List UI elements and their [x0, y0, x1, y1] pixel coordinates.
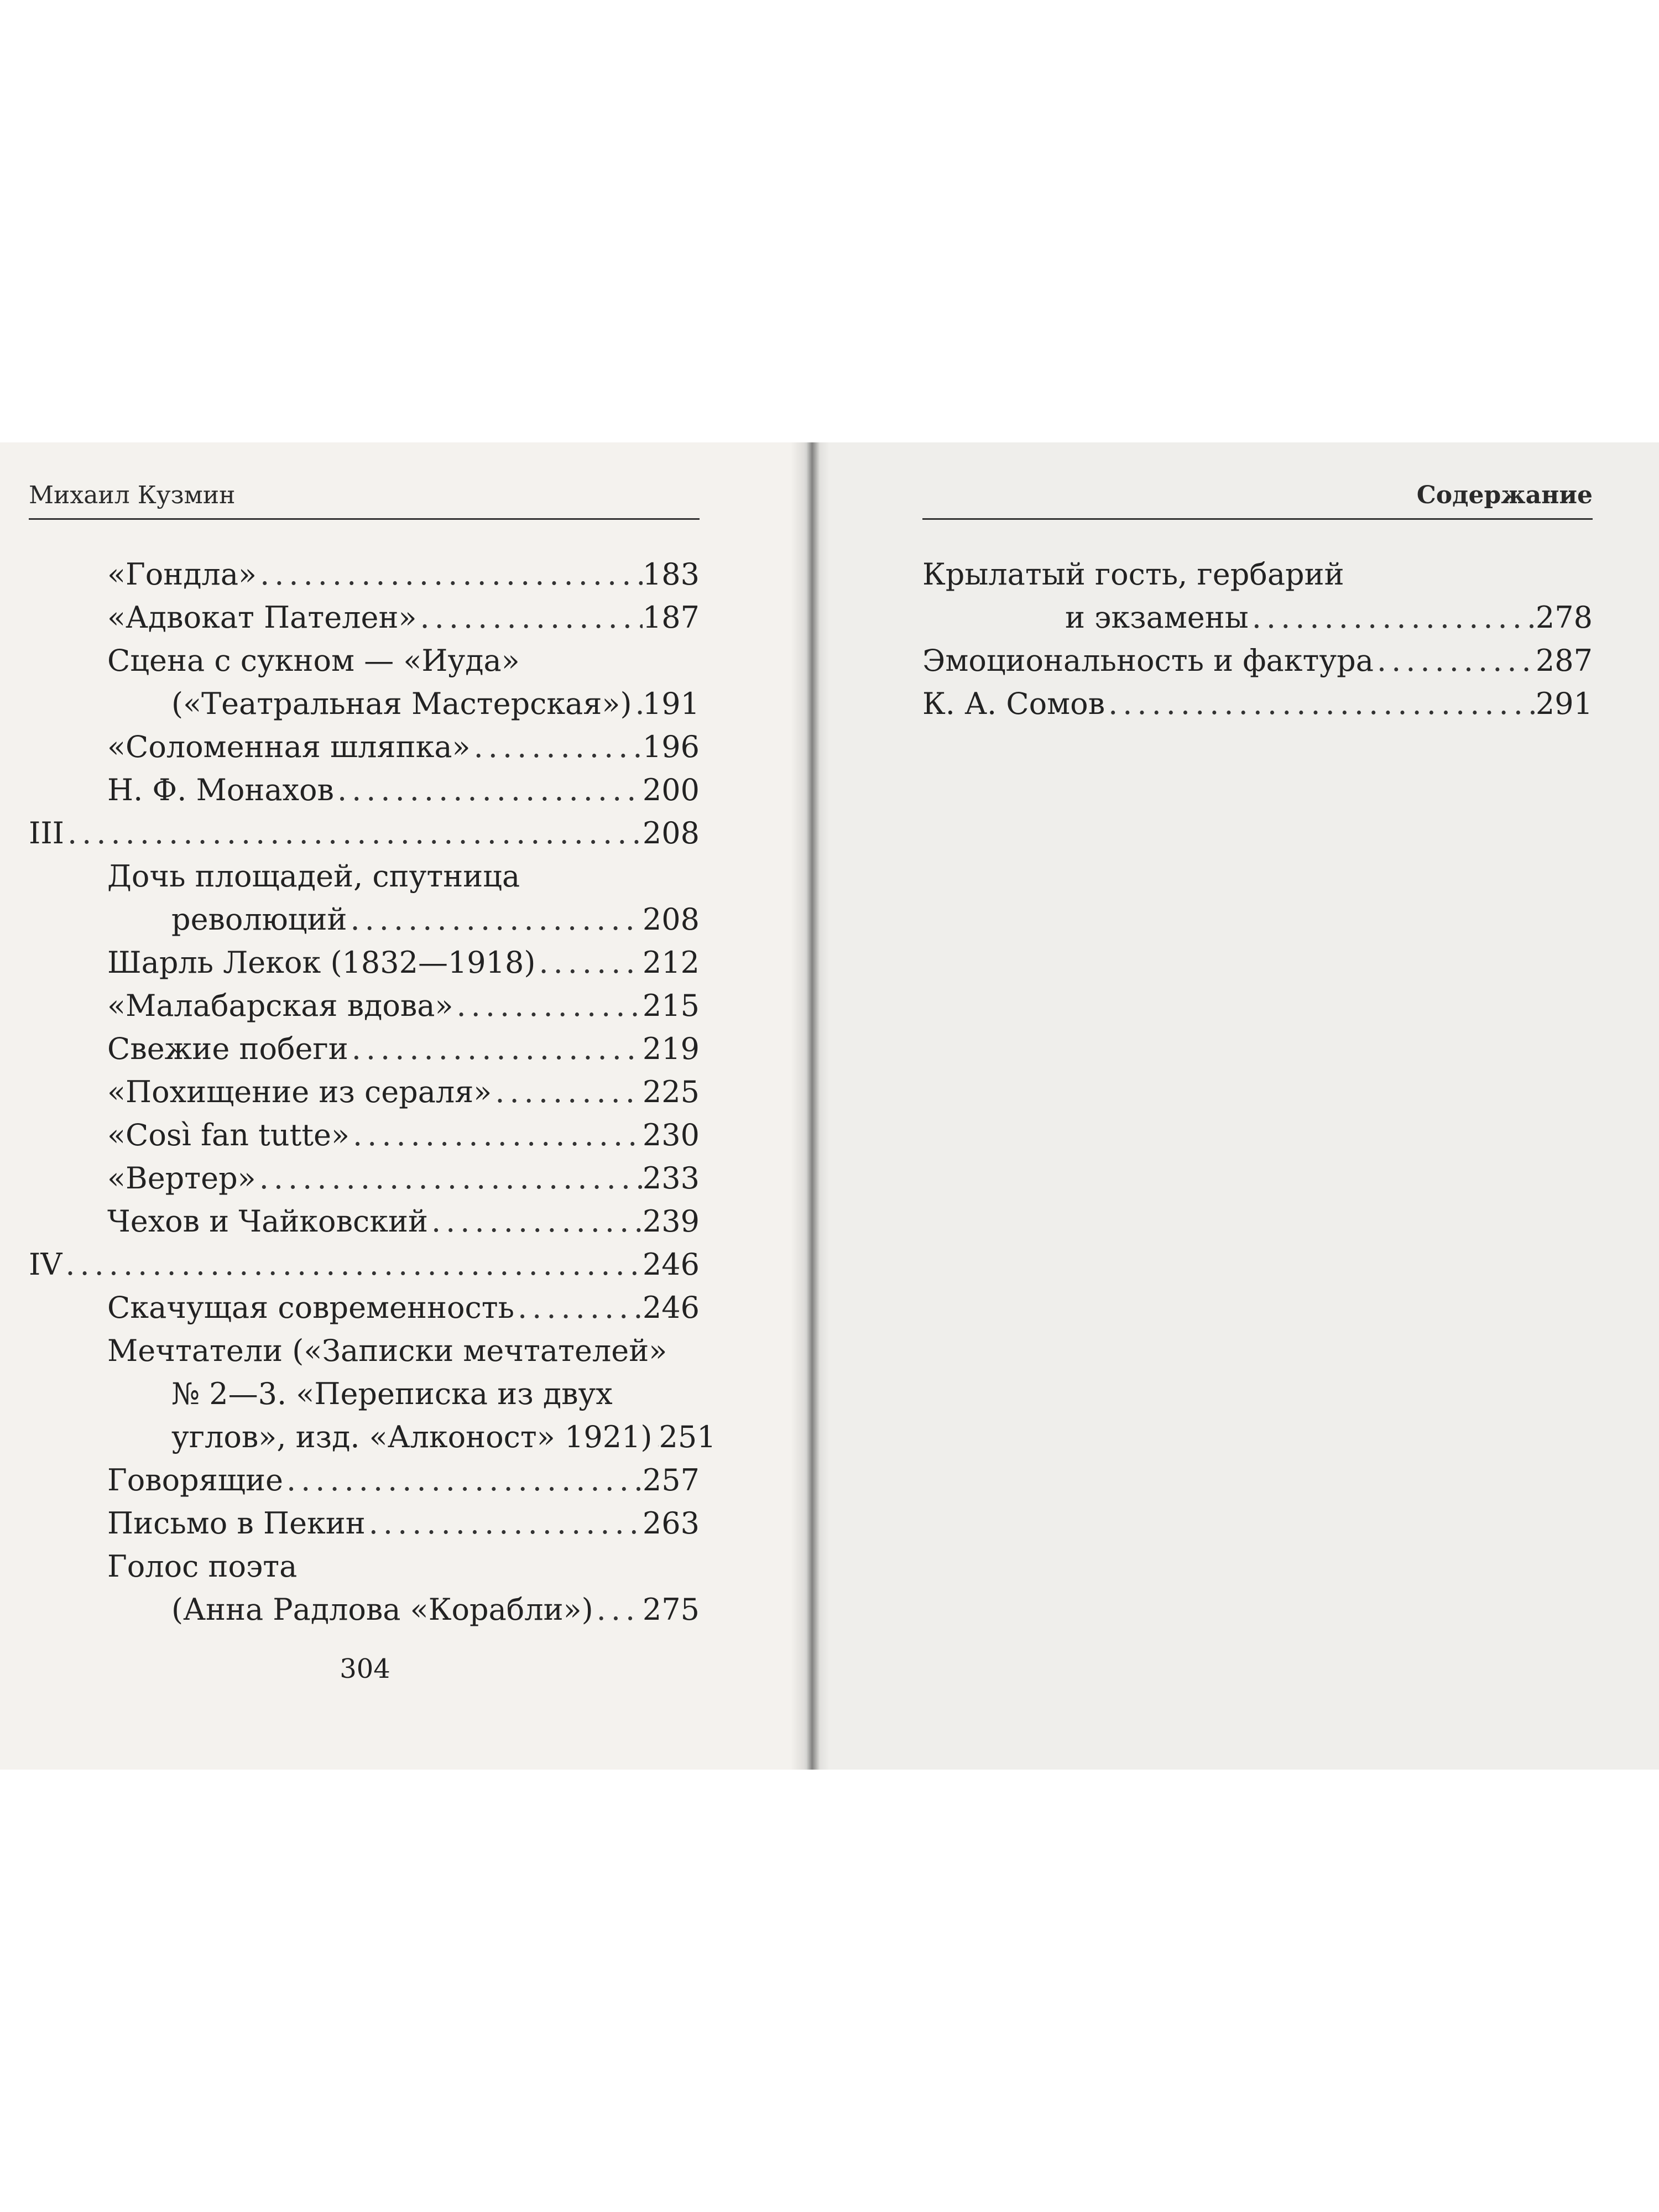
right-header-rule: [922, 518, 1593, 520]
toc-entry-page: 251: [659, 1420, 716, 1454]
toc-entry: [29, 553, 700, 596]
toc-leader-dots: [349, 1114, 643, 1157]
toc-leader-dots: [256, 1157, 643, 1200]
toc-entry: [29, 726, 700, 769]
toc-entry-title: «Вертер»: [107, 1161, 256, 1196]
toc-entry-title: Дочь площадей, спутница: [107, 859, 520, 894]
toc-entry-page: 208: [642, 816, 700, 851]
toc-leader-dots: [428, 1200, 643, 1243]
toc-entry: [29, 1502, 700, 1545]
toc-entry: [922, 596, 1593, 639]
toc-leader-dots: [593, 1588, 643, 1631]
toc-leader-dots: [334, 769, 643, 812]
toc-leader-dots: [652, 1416, 659, 1459]
toc-entry: [29, 1373, 700, 1416]
toc-entry: [29, 1545, 700, 1588]
toc-entry: [29, 596, 700, 639]
toc-entry-page: 287: [1535, 643, 1593, 678]
toc-leader-dots: [535, 941, 642, 984]
toc-leader-dots: [471, 726, 643, 769]
toc-entry-page: 278: [1535, 600, 1593, 635]
toc-entry-title: Н. Ф. Монахов: [107, 773, 334, 807]
toc-entry: [922, 639, 1593, 682]
toc-entry-page: 183: [642, 557, 700, 592]
toc-entry-page: 246: [642, 1247, 700, 1282]
toc-entry: [29, 941, 700, 984]
toc-entry-title: Эмоциональность и фактура: [922, 643, 1374, 678]
toc-entry-title: Письмо в Пекин: [107, 1506, 366, 1541]
toc-entry-title: Шарль Лекок (1832—1918): [107, 945, 536, 980]
toc-entry-page: 263: [642, 1506, 700, 1541]
toc-leader-dots: [492, 1071, 643, 1114]
toc-entry-page: 196: [642, 729, 700, 764]
toc-entry: [29, 812, 700, 855]
toc-entry: [29, 855, 700, 898]
toc-entry: [29, 1071, 700, 1114]
toc-entry: [29, 682, 700, 726]
toc-entry-title: революций: [171, 902, 347, 937]
toc-entry-page: 187: [642, 600, 700, 635]
toc-entry-title: Чехов и Чайковский: [107, 1204, 428, 1239]
toc-entry: [29, 1416, 716, 1459]
toc-entry: [29, 1027, 700, 1071]
toc-entry-page: 275: [642, 1592, 700, 1627]
left-header-rule: [29, 518, 700, 520]
toc-leader-dots: [64, 812, 643, 855]
toc-entry-title: Свежие побеги: [107, 1031, 348, 1066]
toc-entry-page: 200: [642, 773, 700, 807]
toc-entry-title: III: [29, 816, 64, 851]
book-spine: [791, 442, 830, 1770]
toc-leader-dots: [1105, 682, 1536, 726]
toc-entry-title: «Похищение из сераля»: [107, 1074, 492, 1109]
toc-entry-page: 246: [642, 1290, 700, 1325]
toc-entry-page: 257: [642, 1463, 700, 1498]
toc-entry-title: «Адвокат Пателен»: [107, 600, 417, 635]
right-toc-list: [922, 553, 1593, 726]
toc-entry: [29, 639, 700, 682]
toc-entry-page: 233: [642, 1161, 700, 1196]
left-toc-list: [29, 553, 716, 1631]
toc-entry-page: 291: [1535, 686, 1593, 721]
toc-entry-title: Говорящие: [107, 1463, 283, 1498]
toc-entry: [29, 984, 700, 1027]
toc-entry-title: № 2—3. «Переписка из двух: [171, 1376, 613, 1411]
page-number: 304: [340, 1653, 390, 1684]
toc-leader-dots: [514, 1286, 643, 1329]
toc-leader-dots: [1249, 596, 1536, 639]
toc-entry-page: 191: [642, 686, 700, 721]
toc-leader-dots: [417, 596, 643, 639]
toc-entry-page: 212: [642, 945, 700, 980]
toc-entry: [29, 1286, 700, 1329]
toc-entry-page: 230: [642, 1118, 700, 1152]
toc-entry-title: «Гондла»: [107, 557, 257, 592]
toc-entry-title: (Анна Радлова «Корабли»): [171, 1592, 593, 1627]
toc-leader-dots: [62, 1243, 643, 1286]
toc-entry-title: «Così fan tutte»: [107, 1118, 350, 1152]
toc-entry-title: и экзамены: [1065, 600, 1249, 635]
toc-leader-dots: [348, 1027, 643, 1071]
toc-entry: [29, 1114, 700, 1157]
toc-entry-title: Голос поэта: [107, 1549, 298, 1584]
toc-leader-dots: [453, 984, 643, 1027]
toc-leader-dots: [1374, 639, 1536, 682]
toc-entry-title: IV: [29, 1247, 62, 1282]
left-running-head: Михаил Кузмин: [29, 481, 236, 509]
toc-entry-title: Сцена с сукном — «Иуда»: [107, 643, 520, 678]
toc-entry: [29, 1459, 700, 1502]
toc-leader-dots: [632, 682, 643, 726]
toc-entry-page: 208: [642, 902, 700, 937]
toc-entry-page: 225: [642, 1074, 700, 1109]
toc-entry-title: К. А. Сомов: [922, 686, 1105, 721]
toc-leader-dots: [283, 1459, 643, 1502]
toc-entry-page: 219: [642, 1031, 700, 1066]
toc-entry-title: «Соломенная шляпка»: [107, 729, 471, 764]
toc-entry: [29, 1588, 700, 1631]
toc-entry: [922, 682, 1593, 726]
toc-leader-dots: [366, 1502, 643, 1545]
toc-entry-page: 239: [642, 1204, 700, 1239]
toc-leader-dots: [347, 898, 642, 941]
toc-entry: [29, 1243, 700, 1286]
toc-entry-title: «Малабарская вдова»: [107, 988, 453, 1023]
toc-entry: [29, 1329, 700, 1373]
toc-entry: [29, 898, 700, 941]
toc-entry: [29, 1200, 700, 1243]
toc-entry-title: углов», изд. «Алконост» 1921): [171, 1420, 653, 1454]
toc-entry: [29, 769, 700, 812]
toc-entry-title: Скачущая современность: [107, 1290, 515, 1325]
toc-entry: [29, 1157, 700, 1200]
toc-entry-title: Крылатый гость, гербарий: [922, 557, 1344, 592]
toc-leader-dots: [257, 553, 643, 596]
toc-entry-title: Мечтатели («Записки мечтателей»: [107, 1333, 667, 1368]
toc-entry-title: («Театральная Мастерская»): [171, 686, 632, 721]
toc-entry-page: 215: [642, 988, 700, 1023]
right-running-head: Содержание: [1416, 481, 1593, 509]
toc-entry: [922, 553, 1593, 596]
